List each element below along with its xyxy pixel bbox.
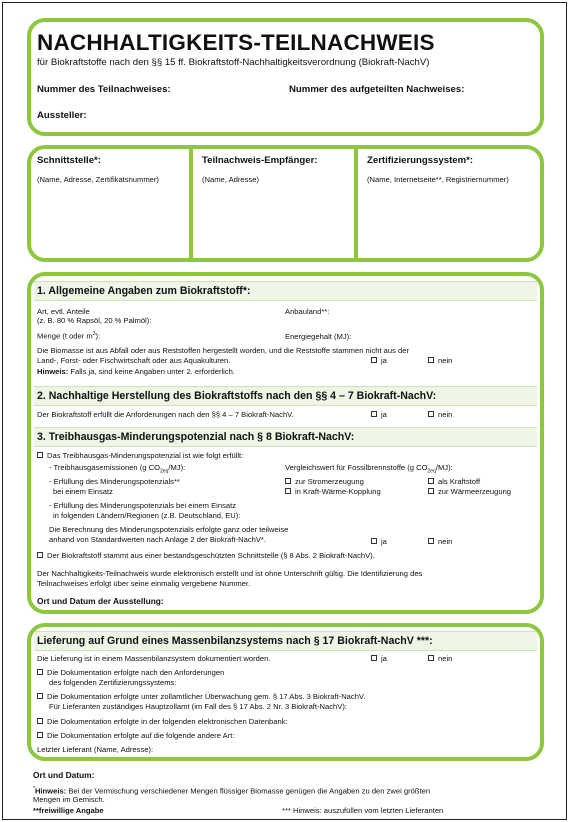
schnittstelle-hint: (Name, Adresse, Zertifikatsnummer) [37,175,159,184]
laender-text-2: in folgenden Ländern/Regionen (z.B. Deutschland, EU): [53,511,241,520]
strom-checkbox[interactable]: zur Stromerzeugung [285,477,364,487]
anbauland-label: Anbauland**: [285,307,330,316]
erfuellung-text-1: - Erfüllung des Minderungspotenzials** [49,477,180,486]
biomasse-ja-checkbox[interactable]: ja [371,356,387,366]
elektronisch-text-2: Teilnachweises erfolgt über seine einmalig vergebene Nummer. [37,579,251,588]
standard-text-1: Die Berechnung des Minderungspotenzials erfolgte ganz oder teilweise [49,525,289,534]
section2-ja-checkbox[interactable]: ja [371,410,387,420]
standard-ja-checkbox[interactable]: ja [371,537,387,547]
erfuellung-text-2: bei einem Einsatz [53,487,113,496]
doku2-text-2: Für Lieferanten zuständiges Hauptzollamt (im Fall des § 17 Abs. 2 Nr. 3 Biokraft-NachV): [49,702,347,711]
nummer-aufgeteilt-field[interactable]: Nummer des aufgeteilten Nachweises: [289,84,465,95]
biomasse-nein-checkbox[interactable]: nein [428,356,452,366]
standard-nein-checkbox[interactable]: nein [428,537,452,547]
section2-title: 2. Nachhaltige Herstellung des Biokraftstoffs nach den §§ 4 – 7 Biokraft-NachV: [37,390,437,402]
footnote-2: **freiwillige Angabe [33,806,104,815]
footnote-1-cont: Mengen im Gemisch. [33,795,105,804]
thg-label: - Treibhausgasemissionen (g $CO_{2eq}/MJ$): [49,463,186,475]
massenbilanz-line1: Die Lieferung ist in einem Massenbilanzsystem dokumentiert worden. [37,654,271,663]
doku4-checkbox[interactable]: Die Dokumentation erfolgte auf die folgende andere Art: [37,731,234,741]
divider [189,149,193,258]
aussteller-field[interactable]: Aussteller: [37,110,87,121]
empfaenger-title: Teilnachweis-Empfänger: [202,155,318,166]
kraftstoff-checkbox[interactable]: als Kraftstoff [428,477,480,487]
main-section-box [27,272,544,614]
ort-datum-ausstellung[interactable]: Ort und Datum der Ausstellung: [37,596,164,606]
standard-text-2: anhand von Standardwerten nach Anlage 2 der Biokraft-NachV*. [49,535,266,544]
biomasse-text-1: Die Biomasse ist aus Abfall oder aus Reststoffen hergestellt worden, und die Reststoffe stammen nicht aus der [37,346,410,355]
schnittstelle-title: Schnittstelle*: [37,155,101,166]
laender-text-1: - Erfüllung des Minderungspotenzials bei einem Einsatz [49,501,236,510]
massenbilanz-box [27,623,544,761]
menge-label: Menge (t oder $m^3$): [37,331,101,341]
doku1-text-2: des folgenden Zertifizierungssystems: [49,678,177,687]
footer-ort-datum[interactable]: Ort und Datum: [33,770,95,780]
massenbilanz-nein-checkbox[interactable]: nein [428,654,452,664]
bestand-checkbox[interactable]: Der Biokraftstoff stammt aus einer bestandsgeschützten Schnittstelle (§ 8 Abs. 2 Biokraft-NachV). [37,551,375,561]
vergleich-label: Vergleichswert für Fossilbrennstoffe (g $CO_{2eq}/MJ$): [285,463,453,475]
divider [354,149,358,258]
waerme-checkbox[interactable]: zur Wärmeerzeugung [428,487,511,497]
empfaenger-hint: (Name, Adresse) [202,175,259,184]
zertifizierungssystem-title: Zertifizierungssystem*: [367,155,474,166]
biomasse-text-2: Land-, Forst- oder Fischwirtschaft oder aus Aquakulturen. [37,356,231,365]
footnote-3: *** Hinweis: auszufüllen vom letzten Lieferanten [282,806,444,815]
page-title: NACHHALTIGKEITS-TEILNACHWEIS [37,30,435,55]
section3-title: 3. Treibhausgas-Minderungspotenzial nach § 8 Biokraft-NachV: [37,431,355,443]
nummer-teilnachweis-field[interactable]: Nummer des Teilnachweises: [37,84,171,95]
art-example: (z. B. 80 % Rapsöl, 20 % Palmöl): [37,316,152,325]
section1-title: 1. Allgemeine Angaben zum Biokraftstoff*: [37,285,251,297]
hinweis-1: Hinweis: Falls ja, sind keine Angaben unter 2. erforderlich. [37,367,235,376]
section2-nein-checkbox[interactable]: nein [428,410,452,420]
energie-label: Energiegehalt (MJ): [285,332,352,341]
section3-line1-checkbox[interactable]: Das Treibhausgas-Minderungspotenzial ist wie folgt erfüllt: [37,451,243,461]
header-box [27,18,544,136]
elektronisch-text-1: Der Nachhaltigkeits-Teilnachweis wurde elektronisch erstellt und ist ohne Unterschrift gültig. Die Identifizierung des [37,569,423,578]
art-label: Art, evtl. Anteile [37,307,90,316]
parties-box [27,145,544,262]
footnote-1: *Hinweis: Bei der Vermischung verschiedener Mengen flüssiger Biomasse genügen die Angaben zu den zwei größten [33,786,431,796]
massenbilanz-ja-checkbox[interactable]: ja [371,654,387,664]
zertifizierungssystem-hint: (Name, Internetseite**, Registriernummer) [367,175,509,184]
kwk-checkbox[interactable]: in Kraft-Wärme-Kopplung [285,487,381,497]
page-subtitle: für Biokraftstoffe nach den §§ 15 ff. Biokraftstoff-Nachhaltigkeitsverordnung (Biokraft-NachV) [37,57,430,68]
lieferant-label[interactable]: Letzter Lieferant (Name, Adresse): [37,745,154,754]
section4-title: Lieferung auf Grund eines Massenbilanzsystems nach § 17 Biokraft-NachV ***: [37,635,433,647]
doku1-checkbox[interactable]: Die Dokumentation erfolgte nach den Anforderungen [37,668,224,678]
doku2-checkbox[interactable]: Die Dokumentation erfolgte unter zollamtlicher Überwachung gem. § 17 Abs. 3 Biokraft-NachV. [37,692,365,702]
section2-text: Der Biokraftstoff erfüllt die Anforderungen nach den §§ 4 – 7 Biokraft-NachV. [37,410,294,419]
doku3-checkbox[interactable]: Die Dokumentation erfolgte in der folgenden elektronischen Datenbank: [37,717,288,727]
